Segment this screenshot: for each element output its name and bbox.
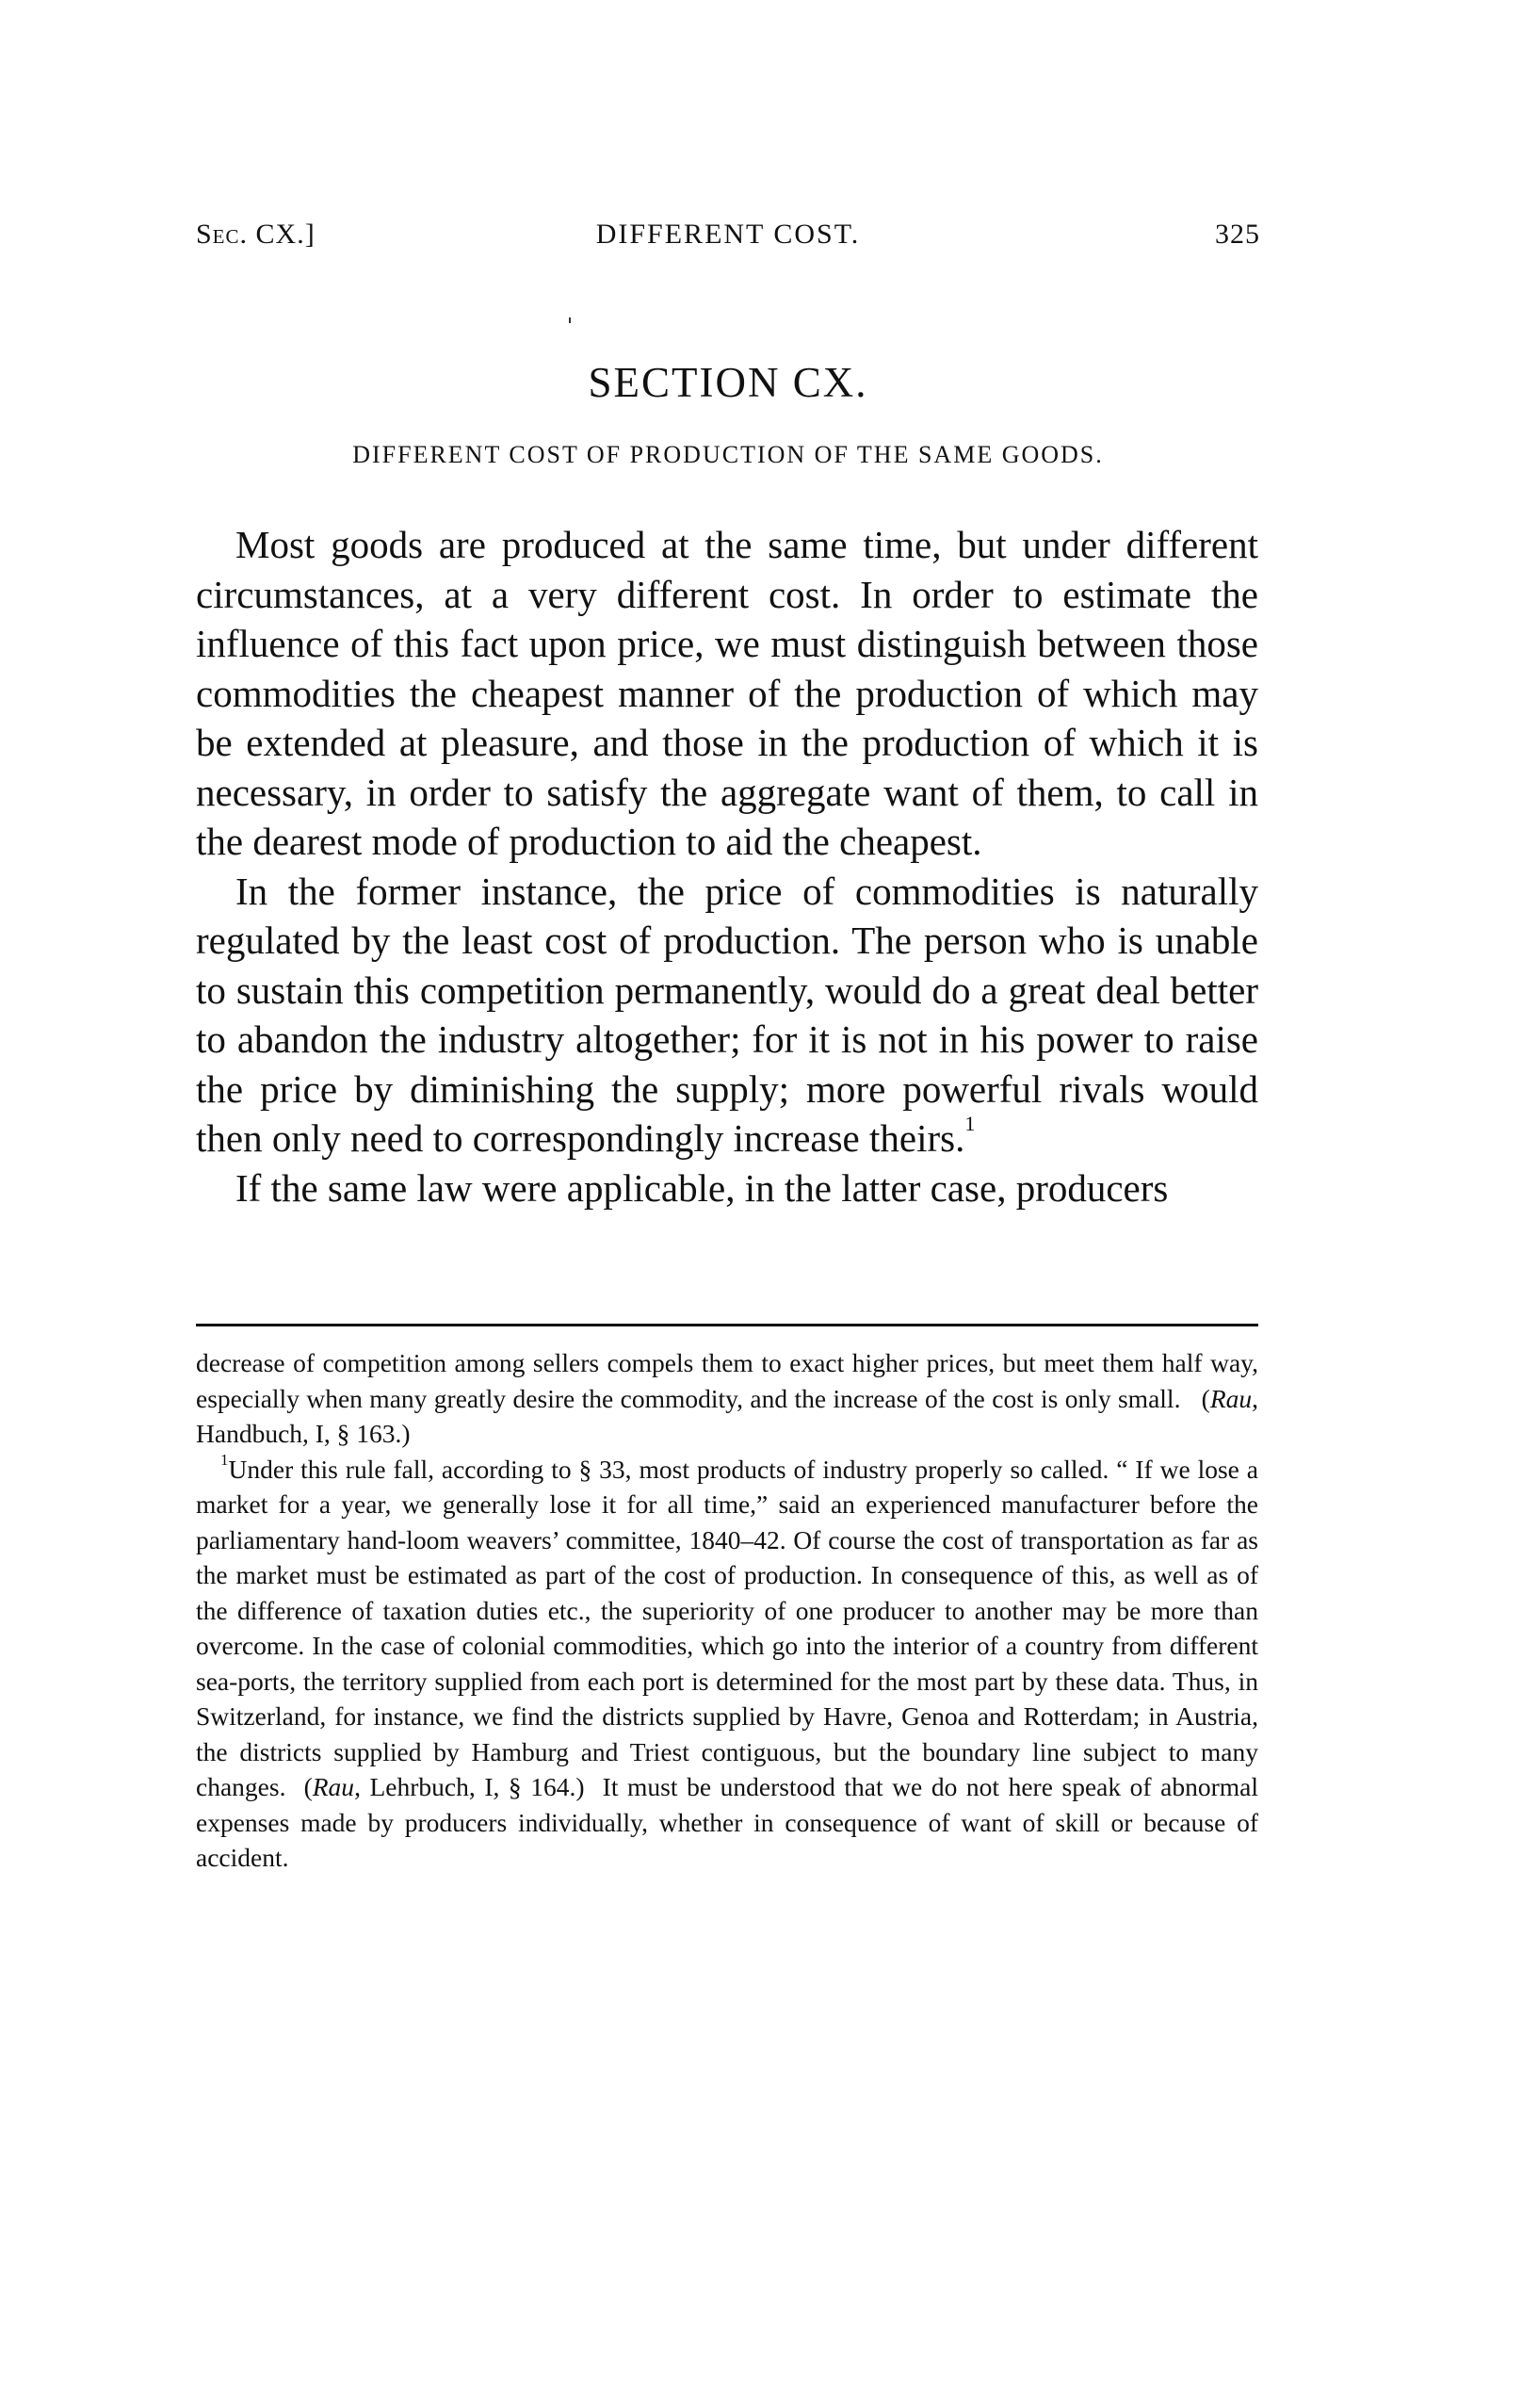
citation-detail: , Lehrbuch, I, § 164.) — [354, 1772, 585, 1801]
citation-author: Rau — [312, 1772, 355, 1801]
body-text — [196, 520, 1258, 1212]
body-paragraph: Most goods are produced at the same time, but under different circumstances, at a very different cost. In order to estimate the influence of this fact upon price, we must distinguish between those commodities the cheapest manner of the production of which may be extended at pleasure, and those in the production of which it is necessary, in order to satisfy the aggregate want of them, to call in the dearest mode of production to aid the cheapest. — [196, 523, 1258, 863]
running-head — [196, 219, 1260, 256]
footnote-mark: 1 — [220, 1450, 229, 1469]
footnote-text: decrease of competition among sellers compels them to exact higher prices, but meet them half way, especially when many greatly desire the commodity, and the increase of the cost is only small. — [196, 1348, 1258, 1413]
section-subtitle: DIFFERENT COST OF PRODUCTION OF THE SAME GOODS. — [352, 441, 1104, 468]
footnote-divider — [196, 1324, 1258, 1326]
footnote-reference[interactable]: 1 — [964, 1112, 976, 1135]
running-head-title: DIFFERENT COST. — [595, 219, 861, 250]
footnotes — [196, 1345, 1258, 1876]
citation-detail: , Handbuch, I, § 163.) — [196, 1383, 1258, 1448]
print-speck — [569, 317, 571, 323]
footnote-1: $^1$Under this rule fall, according to § 33, most products of industry properly so called. “ If we lose a market for a year, we generally lose it for all time,” said an experienced manufacturer before the parliamentary hand-loom weavers’ committee, 1840–42. Of course the cost of transportation as far as the market must be estimated as part of the cost of production. In consequence of this, as well as of the difference of taxation duties etc., the superiority of one producer to another may be more than overcome. In the case of colonial commodities, which go into the interior of a country from different sea-ports, the territory supplied from each port is determined for the most part by these data. Thus, in Switzerland, for instance, we find the districts supplied by Havre, Genoa and Rotterdam; in Austria, the districts supplied by Hamburg and Triest contiguous, but the boundary line subject to many changes. (Rau, Lehrbuch, I, § 164.) It must be understood that we do not here speak of abnormal expenses made by producers individually, whether in consequence of want of skill or because of accident. — [196, 1450, 1258, 1872]
footnote-text: Under this rule fall, according to § 33, most products of industry properly so called. “ If we lose a market for a year, we generally lose it for all time,” said an experienced manufacturer before the parliamentary hand-loom weavers’ committee, 1840–42. Of course the cost of transportation as far as the market must be estimated as part of the cost of production. In consequence of this, as well as of the difference of taxation duties etc., the superiority of one producer to another may be more than overcome. In the case of colonial commodities, which go into the interior of a country from different sea-ports, the territory supplied from each port is determined for the most part by these data. Thus, in Switzerland, for instance, we find the districts supplied by Havre, Genoa and Rotterdam; in Austria, the districts supplied by Hamburg and Triest contiguous, but the boundary line subject to many changes. — [196, 1454, 1258, 1801]
footnote-continuation: decrease of competition among sellers compels them to exact higher prices, but meet them half way, especially when many greatly desire the commodity, and the increase of the cost is only small. (Rau, Handbuch, I, § 163.) — [196, 1348, 1258, 1448]
running-head-section: Sec. CX.] — [196, 219, 316, 250]
page-number: 325 — [1215, 219, 1260, 250]
section-title: SECTION CX. — [588, 359, 868, 406]
body-paragraph-text: In the former instance, the price of commodities is naturally regulated by the least cost of production. The person who is unable to sustain this competition permanently, would do a great deal better to abandon the industry altogether; for it is not in his power to raise the price by diminishing the supply; more powerful rivals would then only need to correspondingly increase theirs. — [196, 869, 1258, 1160]
footnote-text: It must be understood that we do not here speak of abnormal expenses made by producers individually, whether in consequence of want of skill or because of accident. — [196, 1772, 1258, 1872]
citation-author: Rau — [1209, 1383, 1253, 1413]
body-paragraph: If the same law were applicable, in the latter case, producers — [235, 1165, 1169, 1210]
body-paragraph — [196, 867, 1258, 1163]
